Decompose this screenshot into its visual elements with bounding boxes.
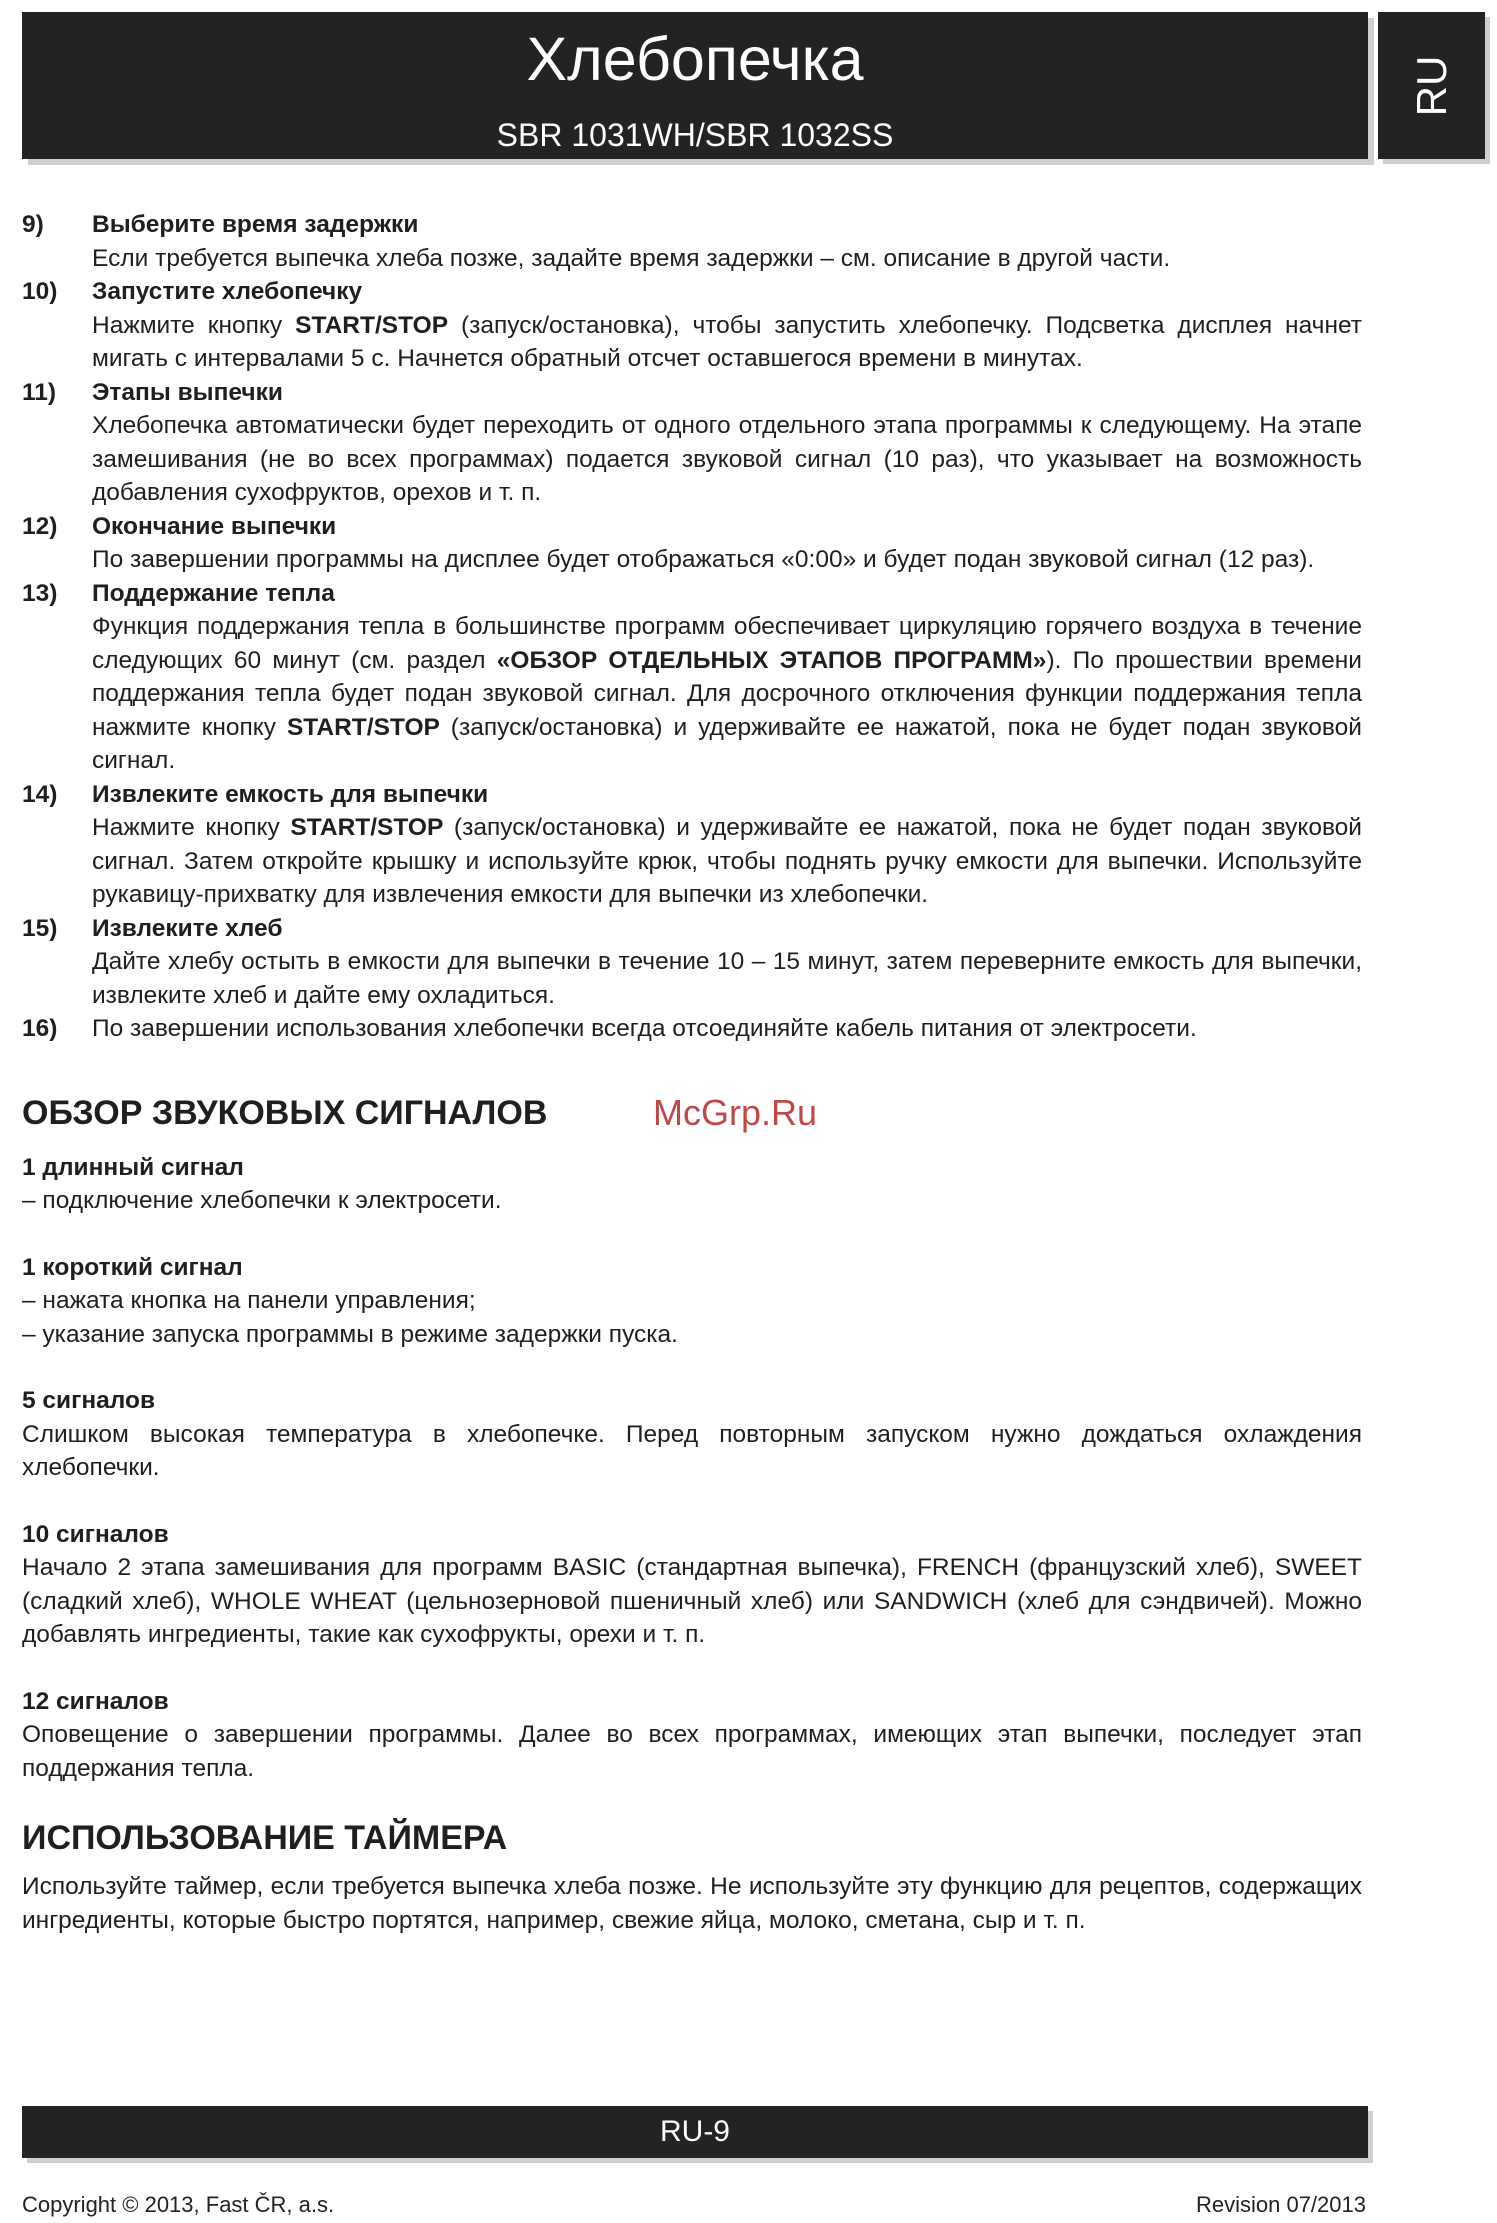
signal-description: Оповещение о завершении программы. Далее во всех программах, имеющих этап выпечки, последует этап поддержания тепла.	[22, 1721, 1362, 1782]
step-title: Этапы выпечки	[92, 378, 283, 406]
language-label: RU	[1407, 55, 1455, 116]
emphasis-text: «ОБЗОР ОТДЕЛЬНЫХ ЭТАПОВ ПРОГРАММ»	[496, 646, 1047, 674]
emphasis-text: START/STOP	[286, 713, 440, 741]
step-title: Запустите хлебопечку	[92, 278, 363, 305]
language-tab	[1378, 12, 1485, 159]
emphasis-text: START/STOP	[290, 814, 444, 841]
emphasis-text: START/STOP	[295, 311, 449, 339]
body-text: Нажмите кнопку	[92, 311, 296, 339]
watermark: McGrp.Ru	[653, 1092, 818, 1133]
page-header	[22, 12, 1368, 159]
signal-block	[22, 1151, 1362, 1218]
page-number: RU-9	[659, 2115, 730, 2148]
body-text: ). По прошествии времени поддержания тепла будет подан звуковой сигнал. Для досрочного отключения функции поддержания тепла нажмите кнопку	[92, 646, 1362, 741]
signal-description: Начало 2 этапа замешивания для программ BASIC (стандартная выпечка), FRENCH (французский хлеб), SWEET (сладкий хлеб), WHOLE WHEAT (цельнозерновой пшеничный хлеб) или SANDWICH (хлеб для сэндвичей). Можно добавлять ингредиенты, такие как сухофрукты, орехи и т. п.	[22, 1554, 1362, 1648]
page-number-bar	[22, 2106, 1368, 2158]
step-item	[22, 510, 1362, 577]
steps-list	[22, 208, 1362, 1046]
step-body	[92, 242, 1362, 276]
signal-description: – подключение хлебопечки к электросети.	[22, 1187, 502, 1214]
signal-title: 10 сигналов	[22, 1520, 169, 1548]
step-item	[22, 376, 1362, 510]
signal-block	[22, 1685, 1362, 1786]
signal-title: 1 длинный сигнал	[22, 1153, 244, 1181]
step-number: 15)	[22, 914, 58, 942]
signal-description: Слишком высокая температура в хлебопечке. Перед повторным запуском нужно дождаться охлаждения хлебопечки.	[22, 1420, 1362, 1481]
copyright: Copyright © 2013, Fast ČR, a.s.	[22, 2192, 335, 2217]
step-title: Поддержание тепла	[92, 579, 335, 607]
body-text: (запуск/остановка) и удерживайте ее нажатой, пока не будет подан звуковой сигнал.	[92, 713, 1362, 774]
signal-block	[22, 1384, 1362, 1485]
step-item	[22, 275, 1362, 376]
step-title: Извлеките хлеб	[92, 914, 283, 942]
signals-heading: ОБЗОР ЗВУКОВЫХ СИГНАЛОВ	[22, 1093, 548, 1132]
timer-heading: ИСПОЛЬЗОВАНИЕ ТАЙМЕРА	[22, 1819, 508, 1857]
model-subtitle: SBR 1031WH/SBR 1032SS	[496, 117, 894, 153]
step-body	[92, 543, 1362, 577]
signal-title: 12 сигналов	[22, 1687, 169, 1715]
signal-description: – указание запуска программы в режиме задержки пуска.	[22, 1320, 678, 1348]
signal-description: – нажата кнопка на панели управления;	[22, 1287, 476, 1314]
signal-block	[22, 1251, 1362, 1352]
revision: Revision 07/2013	[1195, 2192, 1366, 2217]
step-title: Выберите время задержки	[92, 211, 419, 238]
step-number: 9)	[22, 211, 44, 238]
body-text: (запуск/остановка) и удерживайте ее нажатой, пока не будет подан звуковой сигнал. Затем откройте крышку и используйте крюк, чтобы поднять ручку емкости для выпечки. Используйте рукавицу-прихватку для извлечения емкости для выпечки из хлебопечки.	[92, 814, 1362, 908]
body-text: Нажмите кнопку	[92, 814, 291, 841]
body-text: Функция поддержания тепла в большинстве программ обеспечивает циркуляцию горячего воздуха в течение следующих 60 минут (см. раздел	[92, 613, 1362, 674]
timer-text: Используйте таймер, если требуется выпечка хлеба позже. Не используйте эту функцию для рецептов, содержащих ингредиенты, которые быстро портятся, например, свежие яйца, молоко, сметана, сыр и т. п.	[22, 1873, 1362, 1934]
signal-title: 1 короткий сигнал	[22, 1253, 243, 1281]
step-number: 13)	[22, 579, 58, 607]
signal-block	[22, 1518, 1362, 1652]
main-content	[22, 208, 1362, 1937]
step-number: 14)	[22, 780, 58, 808]
step-number: 16)	[22, 1015, 58, 1042]
step-item	[22, 1012, 1362, 1046]
step-body	[92, 610, 1362, 778]
step-item	[22, 208, 1362, 275]
step-body	[92, 309, 1362, 376]
step-item	[22, 577, 1362, 778]
body-text: (запуск/остановка), чтобы запустить хлебопечку. Подсветка дисплея начнет мигать с интервалами 5 с. Начнется обратный отсчет оставшегося времени в минутах.	[92, 311, 1363, 372]
step-item	[22, 778, 1362, 912]
step-body	[92, 409, 1362, 510]
body-text: По завершении программы на дисплее будет отображаться «0:00» и будет подан звуковой сигнал (12 раз).	[92, 546, 1315, 573]
step-number: 12)	[22, 512, 58, 540]
body-text: По завершении использования хлебопечки всегда отсоединяйте кабель питания от электросети.	[92, 1015, 1197, 1042]
step-title: Окончание выпечки	[92, 512, 337, 540]
step-number: 11)	[22, 378, 57, 406]
body-text: Если требуется выпечка хлеба позже, задайте время задержки – см. описание в другой части.	[92, 244, 1171, 272]
step-body	[92, 945, 1362, 1012]
step-body	[92, 811, 1362, 912]
step-item	[22, 912, 1362, 1013]
step-body	[92, 1012, 1362, 1046]
step-title: Извлеките емкость для выпечки	[92, 780, 489, 808]
step-number: 10)	[22, 278, 58, 305]
body-text: Дайте хлебу остыть в емкости для выпечки в течение 10 – 15 минут, затем переверните емкость для выпечки, извлеките хлеб и дайте ему охладиться.	[92, 948, 1362, 1009]
signal-title: 5 сигналов	[22, 1387, 156, 1414]
document-title: Хлебопечка	[526, 25, 864, 93]
signals-list	[22, 1151, 1362, 1786]
body-text: Хлебопечка автоматически будет переходить от одного отдельного этапа программы к следующему. На этапе замешивания (не во всех программах) подается звуковой сигнал (10 раз), что указывает на возможность добавления сухофруктов, орехов и т. п.	[92, 412, 1362, 506]
